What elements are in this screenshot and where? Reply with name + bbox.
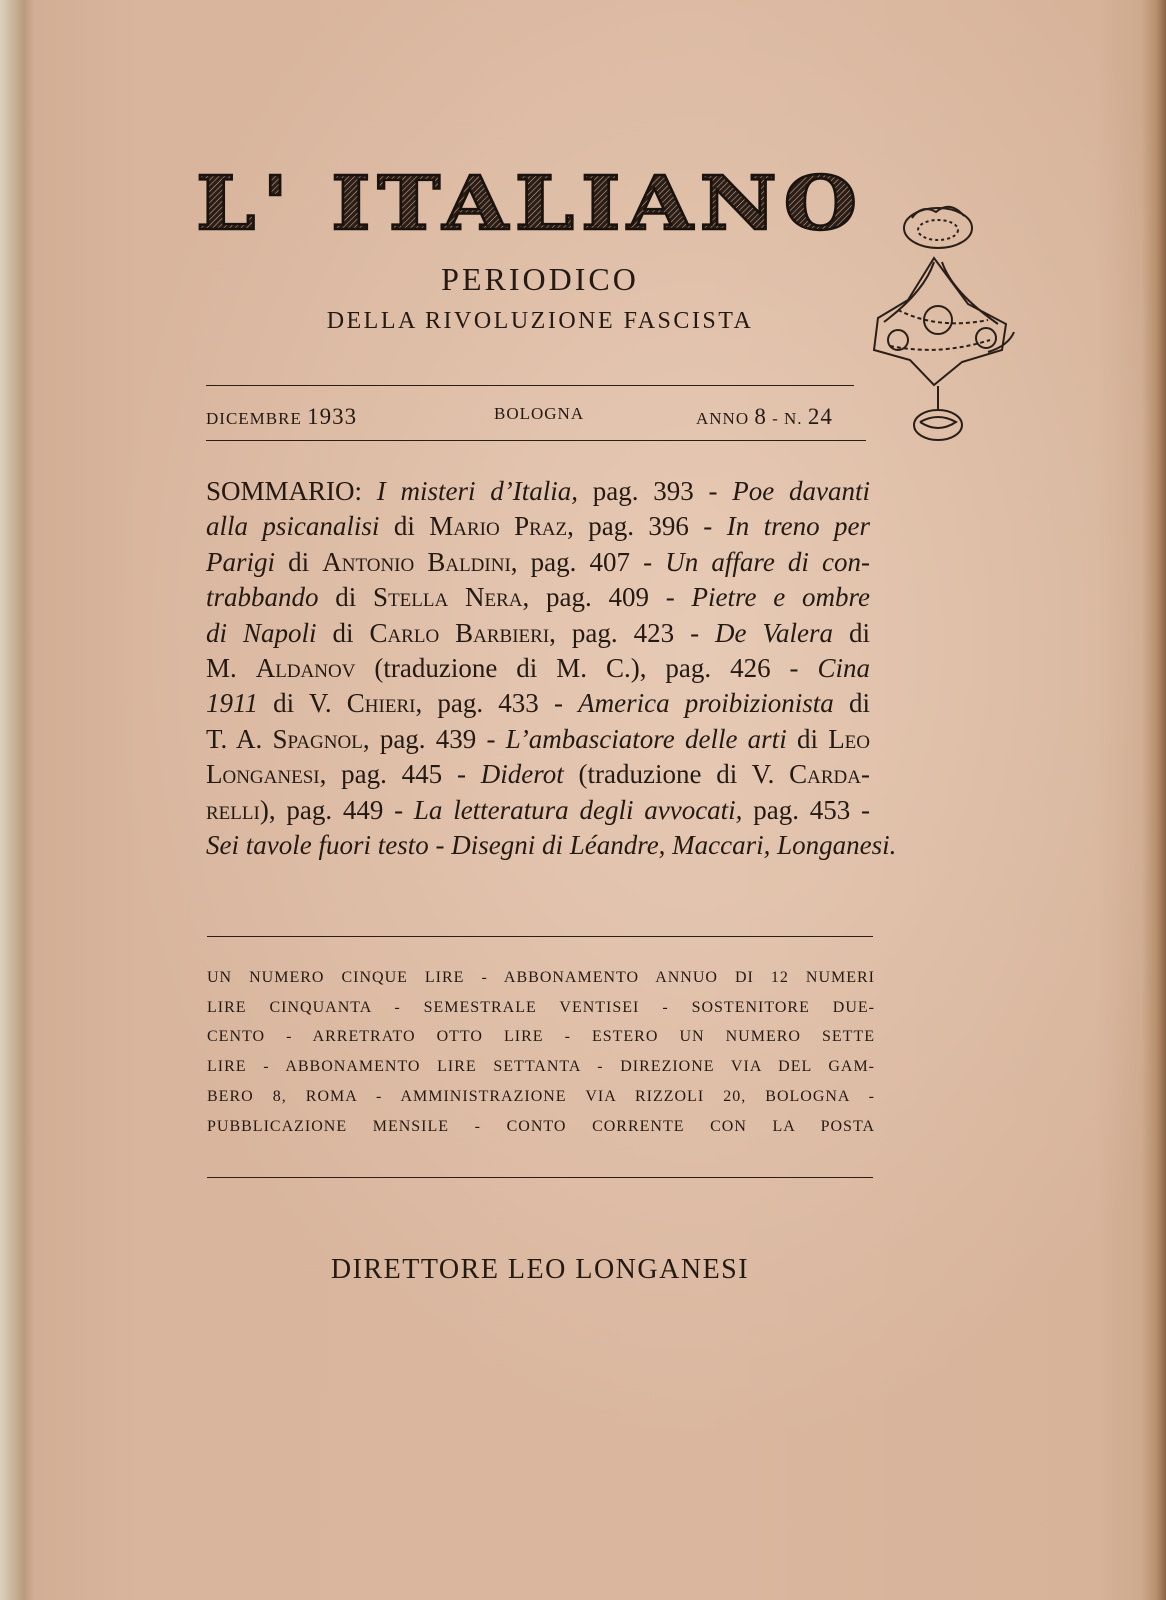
toc-text: , pag. 409 - bbox=[522, 582, 692, 613]
toc-line bbox=[206, 651, 870, 686]
toc-text: di bbox=[833, 617, 870, 648]
toc-title: Cina bbox=[817, 653, 870, 684]
subscription-line: LIRE CINQUANTA - SEMESTRALE VENTISEI - SOSTENITORE DUE- bbox=[207, 998, 875, 1016]
anno-label: ANNO bbox=[696, 409, 750, 428]
subscription-line: UN NUMERO CINQUE LIRE - ABBONAMENTO ANNUO DI 12 NUMERI bbox=[207, 969, 875, 986]
svg-text:L' ITALIANO: L' ITALIANO bbox=[196, 165, 864, 245]
toc-text: di bbox=[316, 617, 370, 648]
toc-author: Aldanov bbox=[255, 653, 356, 684]
toc-line bbox=[206, 545, 870, 580]
toc-title: Pietre e ombre bbox=[691, 582, 870, 613]
emblem-icon bbox=[838, 200, 1028, 460]
toc-line bbox=[206, 828, 897, 863]
toc-text: ), pag. 449 - bbox=[259, 794, 414, 825]
toc-title: di Napoli bbox=[206, 617, 317, 648]
toc-text: , pag. 433 - bbox=[415, 688, 579, 719]
city: BOLOGNA bbox=[494, 404, 585, 423]
toc-line bbox=[206, 509, 870, 544]
toc-title: De Valera bbox=[715, 617, 833, 648]
rule-middle bbox=[207, 936, 873, 937]
toc-text: di bbox=[318, 582, 374, 613]
toc-text: , pag. 445 - bbox=[319, 759, 481, 790]
toc-line bbox=[206, 793, 870, 828]
masthead-logo bbox=[196, 165, 876, 245]
toc-title: I misteri d’Italia, bbox=[376, 476, 579, 506]
spine-edge bbox=[0, 0, 34, 1600]
toc-text: , pag. 423 - bbox=[549, 617, 716, 648]
subscription-info bbox=[207, 963, 875, 1141]
toc-line bbox=[206, 474, 870, 509]
subscription-line: LIRE - ABBONAMENTO LIRE SETTANTA - DIREZIONE VIA DEL GAM- bbox=[207, 1058, 875, 1076]
toc-title: America proibizionista bbox=[578, 688, 834, 719]
toc-text: , pag. 439 - bbox=[362, 723, 506, 754]
toc-title: 1911 bbox=[206, 688, 258, 719]
toc-text: di bbox=[379, 511, 430, 542]
number-value: 24 bbox=[807, 404, 833, 429]
page-edge bbox=[1142, 0, 1166, 1600]
masthead-lettering bbox=[196, 165, 876, 245]
toc-title: L’ambasciatore delle arti bbox=[505, 723, 787, 754]
toc-text: , pag. 396 - bbox=[567, 511, 727, 542]
toc-text: SOMMARIO: bbox=[206, 476, 377, 506]
toc-text: di bbox=[275, 546, 323, 577]
toc-author: Chieri bbox=[346, 688, 416, 719]
toc-author: relli bbox=[206, 794, 260, 825]
date bbox=[206, 404, 357, 430]
rule-top bbox=[206, 385, 854, 386]
toc-line bbox=[206, 580, 870, 615]
toc-line bbox=[206, 616, 870, 651]
toc-author: Stella Nera bbox=[373, 582, 523, 613]
subscription-line: PUBBLICAZIONE MENSILE - CONTO CORRENTE CON LA POSTA bbox=[207, 1117, 875, 1135]
toc-title: Parigi bbox=[206, 546, 276, 577]
toc-title: In treno per bbox=[726, 511, 870, 542]
toc-text: T. A. bbox=[206, 723, 273, 754]
toc-author: Antonio Baldini bbox=[322, 546, 511, 577]
dateline bbox=[206, 404, 856, 432]
issue bbox=[696, 404, 833, 430]
toc-text: di bbox=[833, 688, 870, 719]
toc-title: La letteratura degli avvocati, bbox=[413, 794, 743, 825]
toc-text: , pag. 407 - bbox=[510, 546, 666, 577]
toc-text: pag. 393 - bbox=[578, 476, 733, 506]
director-credit: DIRETTORE LEO LONGANESI bbox=[330, 1254, 750, 1285]
toc-author: Leo bbox=[828, 723, 871, 754]
toc-text: di V. bbox=[258, 688, 347, 719]
toc-author: Carlo Barbieri bbox=[369, 617, 550, 648]
subscription-line: CENTO - ARRETRATO OTTO LIRE - ESTERO UN NUMERO SETTE bbox=[207, 1028, 875, 1046]
toc-text: M. bbox=[206, 653, 256, 684]
toc-title: Poe davanti bbox=[732, 476, 871, 506]
toc-author: Mario Praz bbox=[429, 511, 568, 542]
toc-text: (traduzione di M. C.), pag. 426 - bbox=[355, 653, 818, 684]
toc-title: Un affare di con- bbox=[665, 546, 871, 577]
rule-dateline-bottom bbox=[206, 440, 866, 441]
date-year: 1933 bbox=[307, 404, 358, 429]
toc-author: Longanesi bbox=[206, 759, 320, 790]
toc-author: Carda- bbox=[789, 759, 870, 790]
anno-value: 8 bbox=[754, 404, 767, 429]
toc-line bbox=[206, 686, 870, 721]
subscription-line: BERO 8, ROMA - AMMINISTRAZIONE VIA RIZZOLI 20, BOLOGNA - bbox=[207, 1087, 875, 1105]
toc-title: Diderot bbox=[480, 759, 564, 790]
rule-bottom bbox=[207, 1177, 873, 1178]
tagline: DELLA RIVOLUZIONE FASCISTA bbox=[326, 308, 754, 334]
fasces-emblem bbox=[838, 200, 1028, 460]
toc-text: pag. 453 - bbox=[742, 794, 870, 825]
toc-title: trabbando bbox=[206, 582, 319, 613]
date-month: DICEMBRE bbox=[206, 409, 302, 428]
toc-title: Sei tavole fuori testo - Disegni di Léandre, Maccari, Longanesi. bbox=[206, 830, 897, 861]
toc-line bbox=[206, 722, 870, 757]
toc-author: Spagnol bbox=[272, 723, 363, 754]
number-label: - N. bbox=[772, 409, 803, 428]
toc-text: (traduzione di V. bbox=[563, 759, 790, 790]
toc-text: di bbox=[786, 723, 829, 754]
toc-line bbox=[206, 757, 870, 792]
table-of-contents bbox=[206, 474, 897, 863]
subtitle: PERIODICO bbox=[441, 261, 639, 297]
toc-title: alla psicanalisi bbox=[206, 511, 380, 542]
